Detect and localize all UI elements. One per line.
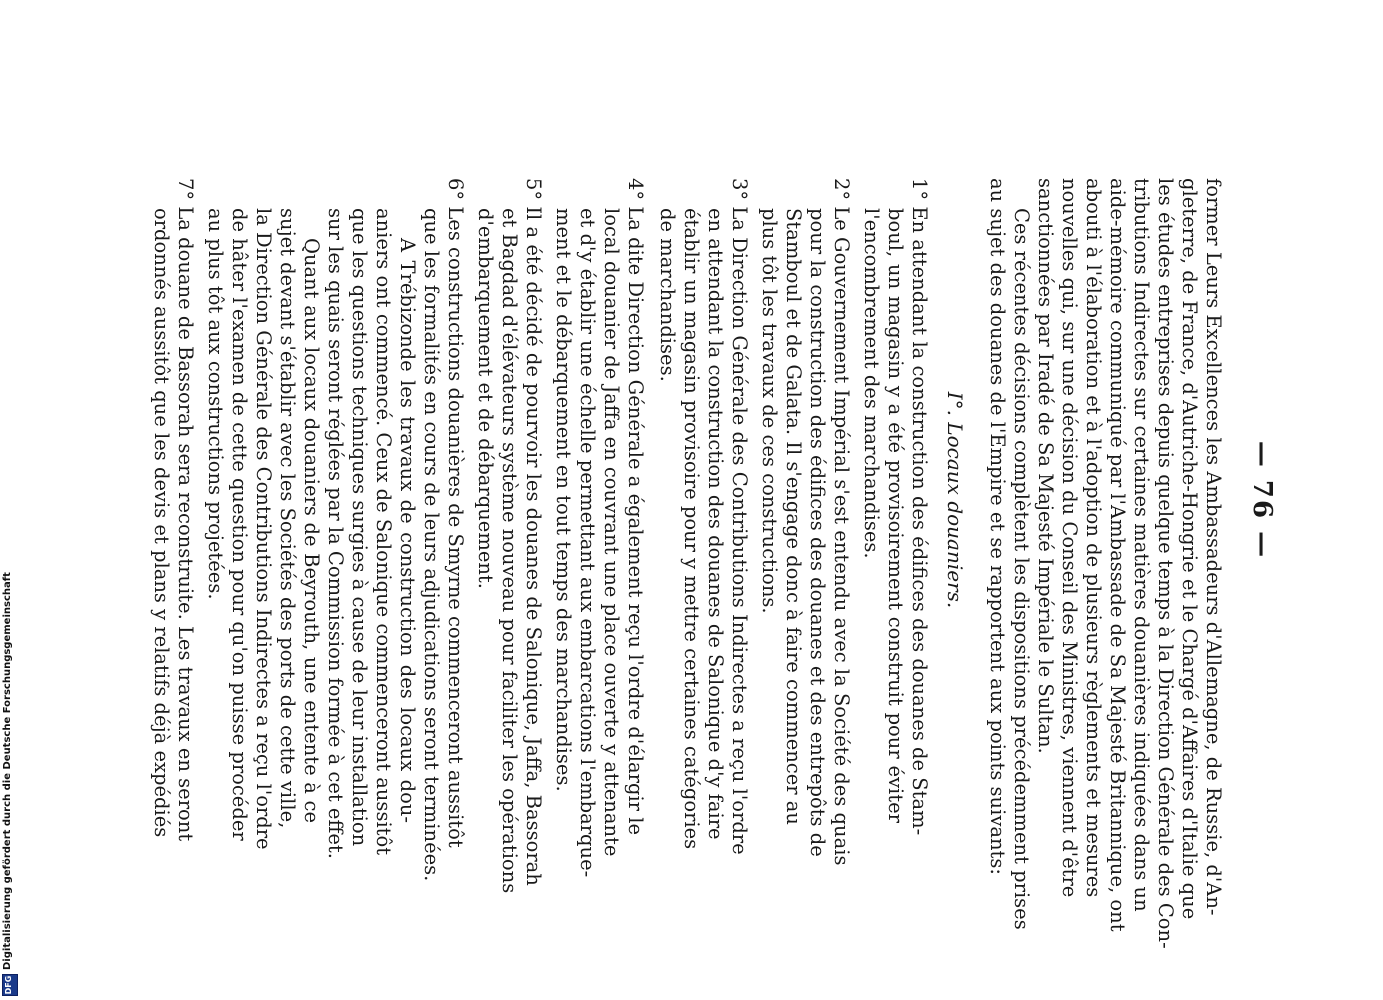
text-line: en attendant la construction des douanes de Salonique d'y faire bbox=[704, 208, 727, 840]
list-item: 6° Les constructions douanières de Smyrne commenceront aussitôt bbox=[444, 178, 467, 848]
list-item: 1° En attendant la construction des édifices des douanes de Stam- bbox=[908, 178, 931, 836]
text-line: l'encombrement des marchandises. bbox=[860, 208, 883, 559]
list-item: 3° La Direction Générale des Contributions Indirectes a reçu l'ordre bbox=[728, 178, 751, 855]
text-line: au sujet des douanes de l'Empire et se rapportent aux points suivants: bbox=[986, 178, 1009, 875]
text-line: aniers ont commencé. Ceux de Salonique commenceront aussitôt bbox=[372, 208, 395, 856]
text-line: pour la construction des édifices des douanes et des entrepôts de bbox=[806, 208, 829, 857]
text-line: et Bagdad d'élévateurs système nouveau pour faciliter les opérations bbox=[498, 208, 521, 894]
text-line: Quant aux locaux douaniers de Beyrouth, une entente à ce bbox=[300, 238, 323, 823]
text-line: tributions Indirectes sur certaines matières douanières indiquées dans un bbox=[1130, 178, 1153, 912]
text-line: sur les quais seront réglées par la Commission formée à cet effet. bbox=[324, 208, 347, 859]
text-line: les études entreprises depuis quelque temps à la Direction Générale des Con- bbox=[1154, 178, 1177, 949]
text-line: abouti à l'élaboration et à l'adoption de plusieurs règlements et mesures bbox=[1082, 178, 1105, 898]
text-line: la Direction Générale des Contributions Indirectes a reçu l'ordre bbox=[252, 208, 275, 850]
text-line: que les formalités en cours de leurs adjudications seront terminées. bbox=[420, 208, 443, 882]
text-line: au plus tôt aux constructions projetées. bbox=[204, 208, 227, 600]
text-line: A Trébizonde les travaux de construction des locaux dou- bbox=[396, 238, 419, 823]
page-number: — 76 — bbox=[1247, 440, 1277, 560]
text-line: aide-mémoire communiqué par l'Ambassade de Sa Majesté Britannique, ont bbox=[1106, 178, 1129, 932]
text-line: boul, un magasin y a été provisoirement construit pour éviter bbox=[884, 208, 907, 823]
text-line: gleterre, de France, d'Autriche-Hongrie et le Chargé d'Affaires d'Italie que bbox=[1178, 178, 1201, 920]
dfg-logo: DFG bbox=[2, 974, 18, 996]
text-line: de hâter l'examen de cette question pour qu'on puisse procéder bbox=[228, 208, 251, 841]
text-line: former Leurs Excellences les Ambassadeurs d'Allemagne, de Russie, d'An- bbox=[1202, 178, 1225, 916]
section-heading: I°. Locaux douaniers. bbox=[943, 391, 967, 609]
list-item: 5° Il a été décidé de pourvoir les douanes de Salonique, Jaffa, Bassorah bbox=[522, 178, 545, 886]
text-line: Stamboul et de Galata. Il s'engage donc à faire commencer au bbox=[782, 208, 805, 825]
list-item: 2° Le Gouvernement Impérial s'est entendu avec la Société des quais bbox=[830, 178, 853, 866]
digitization-credit: Digitalisierung gefördert durch die Deutsche Forschungsgemeinschaft bbox=[2, 572, 13, 970]
text-line: nouvelles qui, sur une décision du Conseil des Ministres, viennent d'être bbox=[1058, 178, 1081, 898]
text-line: local douanier de Jaffa en couvrant une place ouverte y attenante bbox=[600, 208, 623, 857]
list-item: 7° La douane de Bassorah sera reconstruite. Les travaux en seront bbox=[174, 178, 197, 842]
text-line: ordonnés aussitôt que les devis et plans y relatifs déjà expédiés bbox=[150, 208, 173, 838]
text-line: et d'y établir une échelle permettant aux embarcations l'embarque- bbox=[576, 208, 599, 878]
text-line: sanctionnées par Iradé de Sa Majesté Impériale le Sultan. bbox=[1034, 178, 1057, 754]
text-line: plus tôt les travaux de ces constructions. bbox=[758, 208, 781, 614]
digitization-credit-strip bbox=[0, 0, 20, 1000]
text-line: sujet devant s'établir avec les Sociétés des ports de cette ville, bbox=[276, 208, 299, 829]
text-line: de marchandises. bbox=[656, 208, 679, 382]
text-line: ment et le débarquement en tout temps des marchandises. bbox=[552, 208, 575, 792]
text-line: d'embarquement et de débarquement. bbox=[474, 208, 497, 589]
text-line: établir un magasin provisoire pour y mettre certaines catégories bbox=[680, 208, 703, 850]
text-line: que les questions techniques surgies à cause de leur installation bbox=[348, 208, 371, 847]
list-item: 4° La dite Direction Générale a également reçu l'ordre d'élargir le bbox=[624, 178, 647, 835]
text-line: Ces récentes décisions complètent les dispositions précédemment prises bbox=[1010, 208, 1033, 930]
